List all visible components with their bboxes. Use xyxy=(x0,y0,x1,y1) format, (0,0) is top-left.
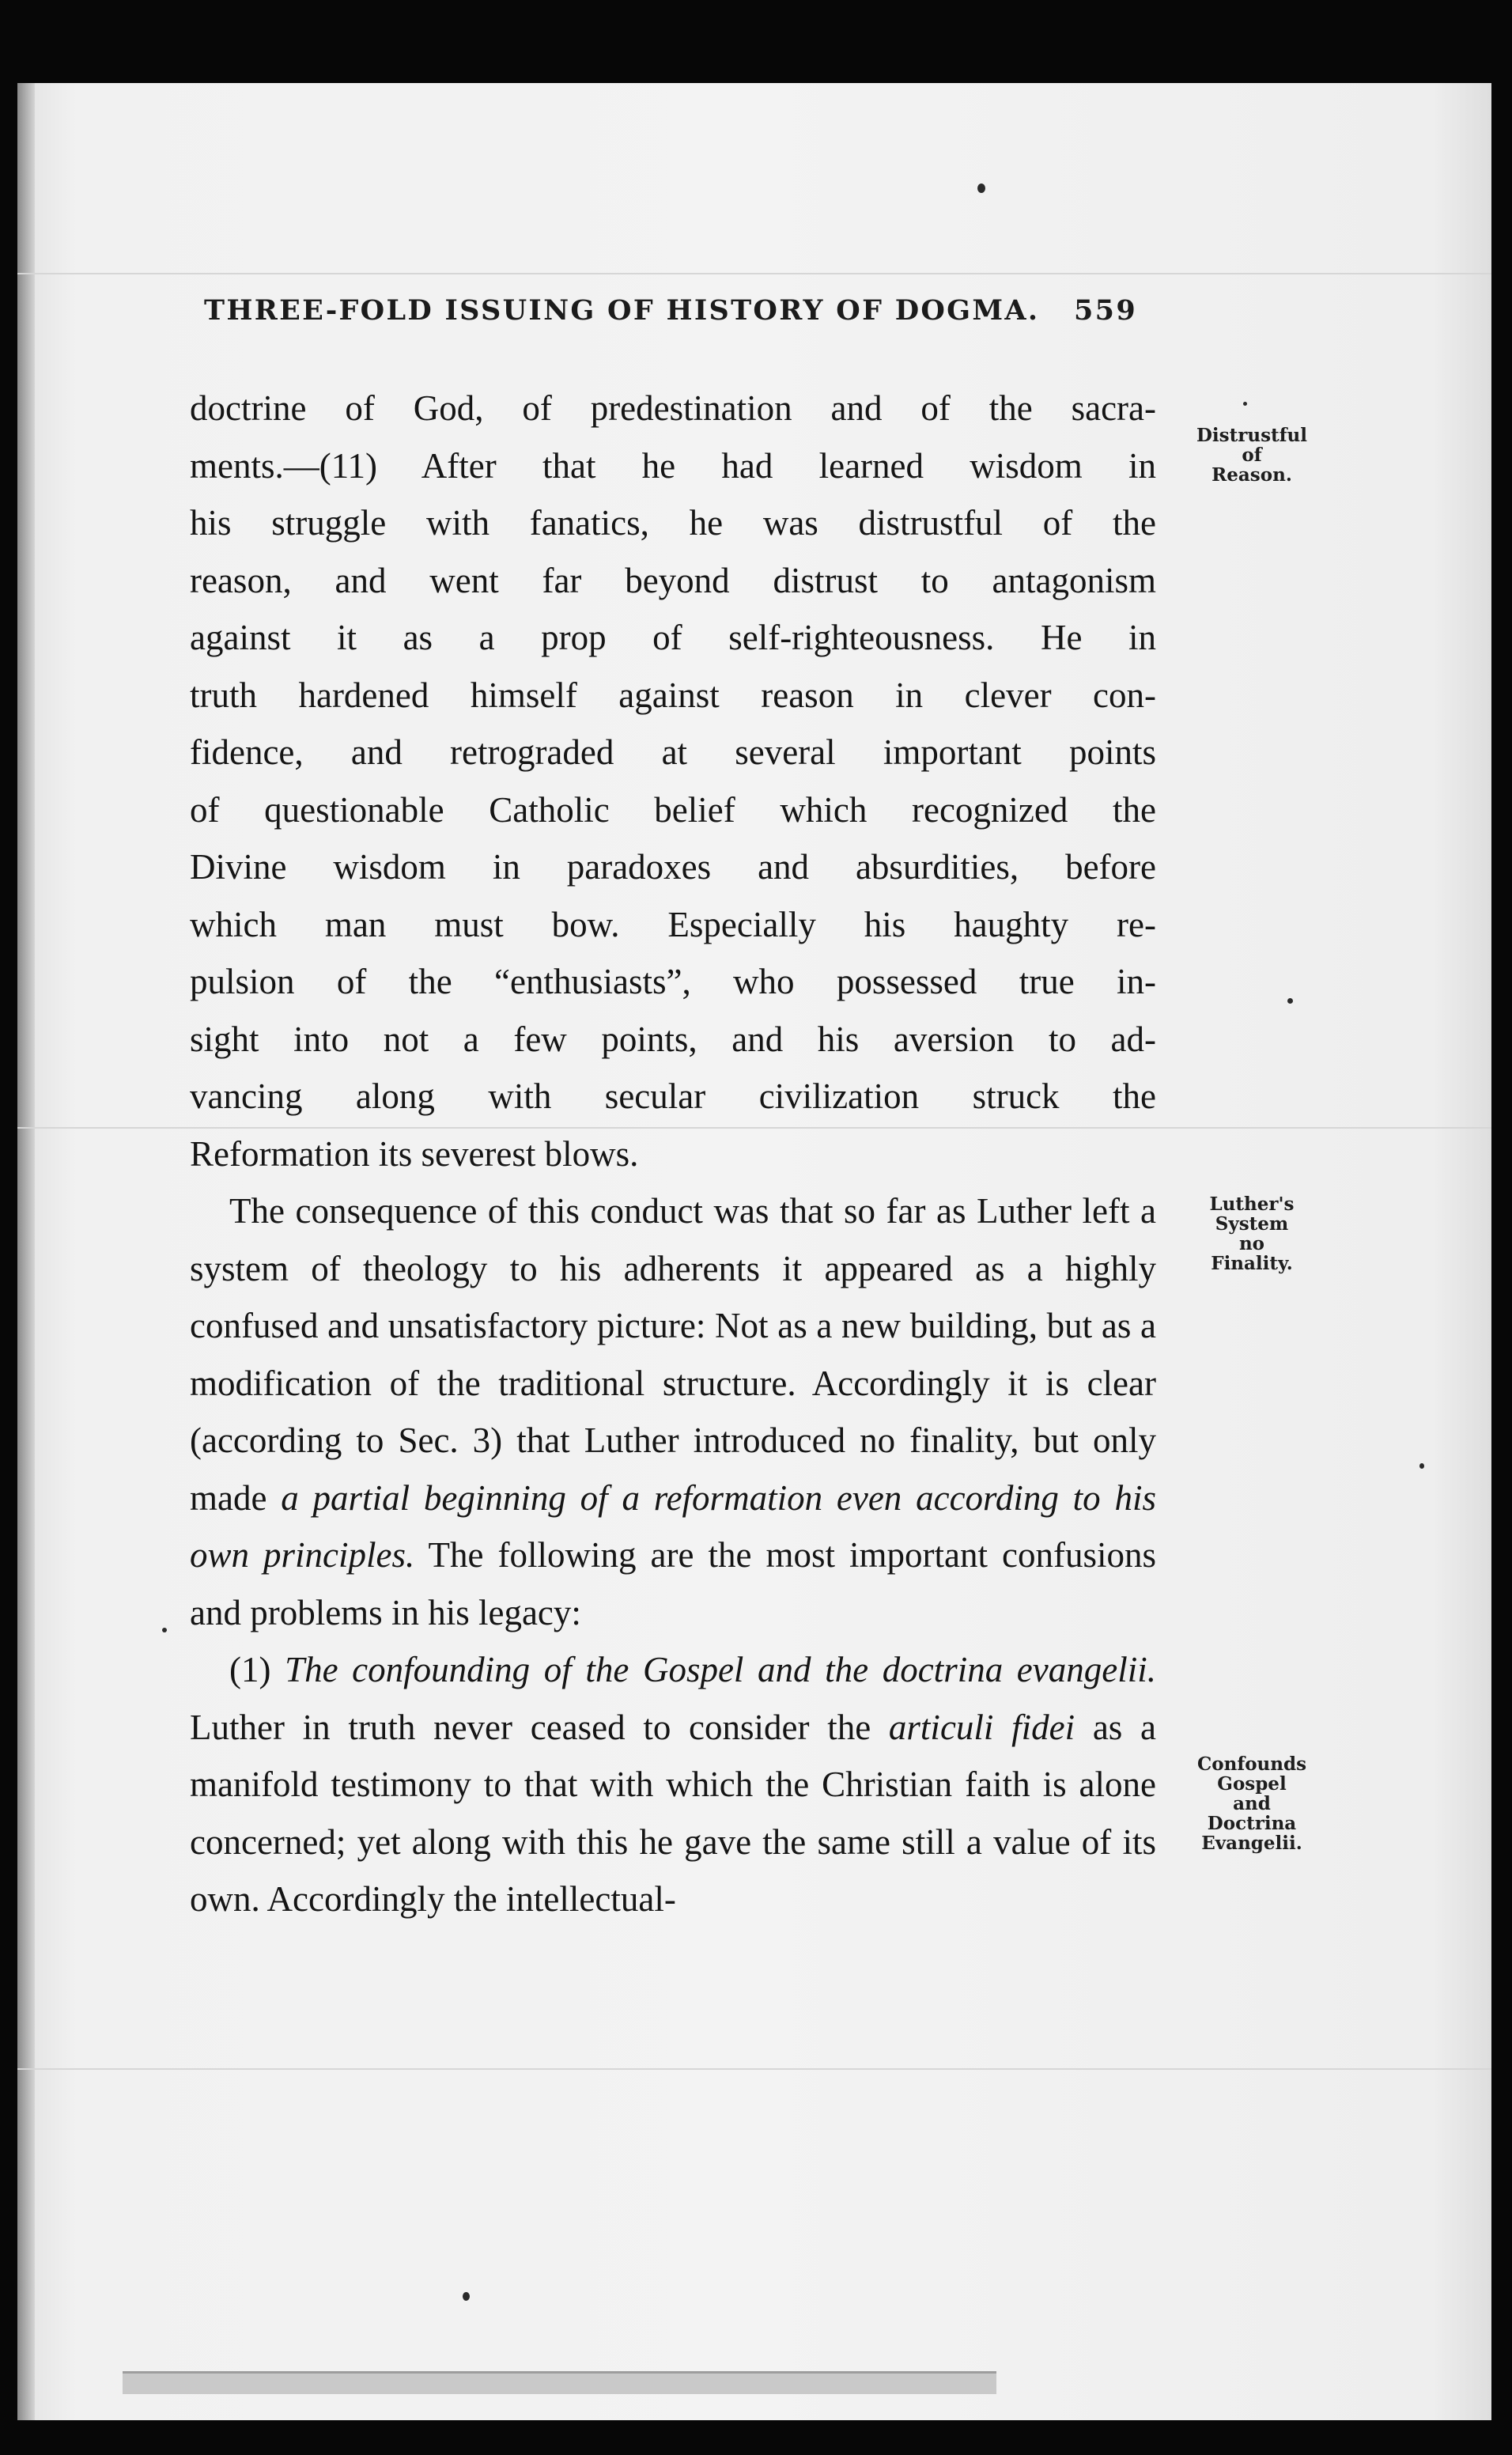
paper-rule xyxy=(17,2068,1491,2070)
margin-note-line: no xyxy=(1238,1233,1265,1254)
paragraph-3-term: articuli fidei xyxy=(888,1707,1075,1747)
text-line: of questionable Catholic belief which recognized the xyxy=(190,789,1156,830)
paragraph-3-text-b: as a manifold testimony to that with which the Christian faith is alone concerned; yet along with this he gave the same still a value of its own. Accordingly the intellectual- xyxy=(190,1707,1157,1919)
text-line: Reformation its severest blows. xyxy=(190,1133,639,1174)
ink-speck xyxy=(1287,998,1293,1004)
text-line: ments.—(11) After that he had learned wisdom in xyxy=(190,445,1156,486)
ink-speck xyxy=(1243,402,1247,406)
margin-note-line: Reason. xyxy=(1211,464,1292,486)
text-line: fidence, and retrograded at several important points xyxy=(190,732,1156,772)
bottom-page-strip xyxy=(123,2371,996,2394)
body-text xyxy=(190,380,1156,1928)
text-line: truth hardened himself against reason in clever con- xyxy=(190,675,1156,715)
margin-note-line: Doctrina xyxy=(1207,1813,1297,1834)
margin-note-line: Luther's xyxy=(1209,1193,1295,1215)
margin-note-line: Finality. xyxy=(1211,1253,1293,1274)
margin-note-line: Gospel xyxy=(1217,1773,1287,1795)
text-line: which man must bow. Especially his haughty re- xyxy=(190,904,1156,944)
margin-note-confounds-gospel xyxy=(1169,1754,1335,1853)
margin-note-luthers-system xyxy=(1169,1194,1335,1273)
paragraph-2-text-a: The consequence of this conduct was that so far as Luther left a system of theology to his adherents it appeared as a highly confused and unsatisfactory picture: Not as a new building, but as a modification of the traditional structure. Accordingly it is clear (according to Sec. 3) that Luther introduced no finality, but only made xyxy=(190,1191,1156,1518)
text-line: pulsion of the “enthusiasts”, who possessed true in- xyxy=(190,962,1156,1001)
ink-speck xyxy=(162,1628,167,1632)
running-head-title: THREE-FOLD ISSUING OF HISTORY OF DOGMA. xyxy=(204,294,1040,327)
text-line: doctrine of God, of predestination and of the sacra- xyxy=(190,388,1156,428)
text-line: vancing along with secular civilization struck the xyxy=(190,1076,1156,1116)
paragraph-2-emphasis: a partial beginning of a reformation even according to his own principles. xyxy=(190,1477,1156,1575)
margin-note-line: and xyxy=(1233,1793,1271,1814)
margin-note-line: of xyxy=(1242,444,1262,466)
paragraph-1 xyxy=(190,380,1156,1182)
ink-speck xyxy=(977,183,985,193)
text-line: his struggle with fanatics, he was distrustful of the xyxy=(190,503,1156,543)
margin-note-line: Confounds xyxy=(1196,1753,1307,1775)
text-line: sight into not a few points, and his aversion to ad- xyxy=(190,1019,1156,1059)
paper-rule xyxy=(17,273,1491,274)
ink-speck xyxy=(463,2292,470,2301)
margin-note-line: Distrustful xyxy=(1196,425,1308,446)
text-line: Divine wisdom in paradoxes and absurdities, before xyxy=(190,847,1156,887)
paragraph-3 xyxy=(190,1641,1156,1928)
margin-note-distrustful-of-reason xyxy=(1169,426,1335,485)
text-line: against it as a prop of self-righteousness. He in xyxy=(190,618,1156,657)
ink-speck xyxy=(1419,1463,1424,1469)
page-number: 559 xyxy=(1074,294,1137,327)
running-head xyxy=(204,294,1137,327)
paragraph-3-heading: The confounding of the Gospel and the doctrina evangelii. xyxy=(285,1650,1156,1689)
paragraph-3-text-a: Luther in truth never ceased to consider the xyxy=(190,1707,889,1747)
paragraph-2-text-b: The following are the most important confusions and problems in his legacy: xyxy=(190,1535,1156,1632)
margin-note-line: System xyxy=(1215,1213,1289,1235)
paragraph-2 xyxy=(190,1182,1156,1641)
text-line: reason, and went far beyond distrust to antagonism xyxy=(190,560,1156,600)
paragraph-3-number: (1) xyxy=(229,1650,285,1689)
margin-note-line: Evangelii. xyxy=(1201,1833,1302,1854)
